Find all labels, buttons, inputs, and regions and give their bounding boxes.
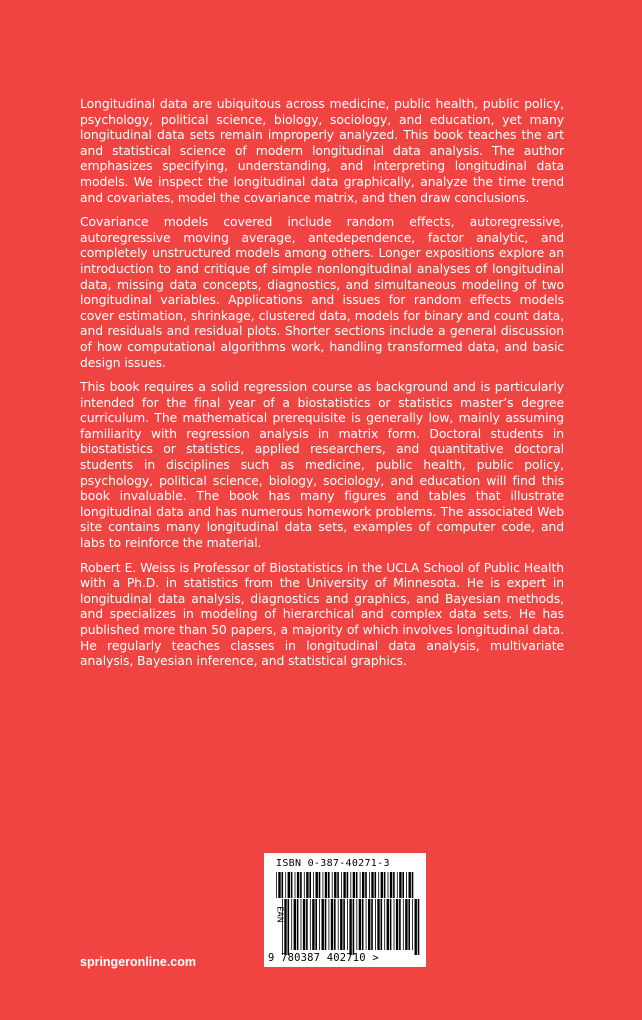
barcode-stripe bbox=[347, 899, 348, 950]
barcode-stripe bbox=[294, 899, 296, 950]
barcode-stripe bbox=[282, 872, 284, 898]
barcode-stripe bbox=[329, 899, 330, 950]
barcode-stripe bbox=[349, 899, 351, 955]
barcode-stripe bbox=[282, 899, 283, 955]
barcode-stripe bbox=[408, 899, 410, 950]
barcode-stripe bbox=[366, 899, 367, 950]
barcode-stripe bbox=[384, 872, 386, 898]
barcode-stripe bbox=[418, 899, 420, 955]
barcode-stripe bbox=[334, 899, 336, 950]
barcode-stripe bbox=[309, 872, 311, 898]
barcode-stripe bbox=[371, 872, 373, 898]
barcode-stripe bbox=[381, 872, 383, 898]
barcode-stripe bbox=[365, 872, 367, 898]
barcode-stripe bbox=[403, 899, 404, 950]
barcode-stripe bbox=[295, 872, 296, 898]
barcode-stripe bbox=[291, 899, 292, 950]
barcode-stripe bbox=[319, 872, 321, 898]
barcode-stripe bbox=[415, 899, 417, 955]
barcode-stripe bbox=[306, 872, 308, 898]
barcode-stripe bbox=[310, 899, 311, 950]
barcode-stripe bbox=[356, 872, 358, 898]
barcode-stripe bbox=[328, 872, 330, 898]
barcode-stripe bbox=[399, 872, 401, 898]
barcode-stripe bbox=[303, 899, 305, 950]
barcode-stripe bbox=[276, 872, 277, 898]
barcode-stripe bbox=[369, 872, 370, 898]
barcode-stripe bbox=[278, 872, 280, 898]
barcode-stripe bbox=[334, 872, 336, 898]
barcode-label bbox=[264, 853, 426, 967]
barcode-stripe bbox=[341, 872, 342, 898]
barcode-stripe bbox=[393, 872, 395, 898]
barcode-stripe bbox=[300, 872, 302, 898]
barcode-stripe bbox=[288, 899, 290, 955]
barcode-stripe bbox=[388, 872, 389, 898]
barcode-stripe bbox=[297, 899, 299, 950]
back-cover-description bbox=[80, 96, 564, 678]
barcode-stripe bbox=[375, 872, 377, 898]
barcode-stripe bbox=[316, 872, 318, 898]
barcode-stripe bbox=[368, 899, 370, 950]
barcode-stripe bbox=[306, 899, 308, 950]
ean-digits: 9 780387 402710 > bbox=[268, 952, 379, 964]
barcode-stripe bbox=[378, 872, 379, 898]
barcode-stripe bbox=[350, 872, 351, 898]
barcode-stripe bbox=[297, 872, 299, 898]
barcode-stripe bbox=[412, 872, 414, 898]
barcode-stripe bbox=[312, 899, 314, 950]
barcode-stripe bbox=[371, 899, 373, 950]
barcode-stripe bbox=[397, 872, 398, 898]
barcode-stripe bbox=[356, 899, 357, 950]
paragraph-audience: This book requires a solid regression course as background and is particularly intended for the final year of a biostatistics or statistics master’s degree curriculum. The mathematical prerequisite is generally low, mainly assuming familiarity with regression analysis in matrix form. Doctoral students in biostatistics or statistics, applied researchers, and quantitative doctoral students in disciplines such as medicine, public health, public policy, psychology, political science, biology, sociology, and education will find this book invaluable. The book has many figures and tables that illustrate longitudinal data and has numerous homework problems. The associated Web site contains many longitudinal data sets, examples of computer code, and labs to reinforce the material. bbox=[80, 379, 564, 551]
barcode-stripe bbox=[337, 872, 339, 898]
barcode-stripe bbox=[343, 899, 345, 950]
barcode-stripe bbox=[396, 899, 398, 950]
barcode-stripe bbox=[412, 899, 413, 950]
barcode-stripe bbox=[362, 899, 364, 950]
barcode-stripe bbox=[325, 872, 327, 898]
isbn-number: ISBN 0-387-40271-3 bbox=[276, 858, 390, 869]
barcode-stripe bbox=[375, 899, 376, 950]
paragraph-author-bio: Robert E. Weiss is Professor of Biostatistics in the UCLA School of Public Health with a Ph.D. in statistics from the University of Minnesota. He is expert in longitudinal data analysis, diagnostics and graphics, and Bayesian methods, and specializes in modeling of hierarchical and complex data sets. He has published more than 50 papers, a majority of which involves longitudinal data. He regularly teaches classes in longitudinal data analysis, multivariate analysis, Bayesian inference, and statistical graphics. bbox=[80, 559, 564, 669]
barcode-stripe bbox=[301, 899, 302, 950]
barcode-stripe bbox=[325, 899, 327, 950]
barcode-stripe bbox=[347, 872, 349, 898]
barcode-stripe bbox=[362, 872, 364, 898]
barcode-stripe bbox=[340, 899, 342, 950]
barcode-stripe bbox=[409, 872, 411, 898]
barcode-stripe bbox=[390, 872, 392, 898]
barcode-stripe bbox=[359, 899, 361, 950]
isbn-barcode bbox=[276, 872, 416, 898]
barcode-stripe bbox=[315, 899, 317, 950]
barcode-stripe bbox=[390, 899, 392, 950]
barcode-stripe bbox=[288, 872, 290, 898]
barcode-stripe bbox=[291, 872, 293, 898]
barcode-stripe bbox=[332, 872, 333, 898]
barcode-stripe bbox=[331, 899, 333, 950]
barcode-stripe bbox=[304, 872, 305, 898]
barcode-stripe bbox=[399, 899, 401, 950]
barcode-stripe bbox=[322, 899, 324, 950]
barcode-stripe bbox=[353, 872, 355, 898]
barcode-stripe bbox=[284, 899, 286, 955]
barcode-stripe bbox=[360, 872, 361, 898]
barcode-stripe bbox=[343, 872, 345, 898]
barcode-stripe bbox=[285, 872, 286, 898]
barcode-stripe bbox=[394, 899, 395, 950]
barcode-stripe bbox=[319, 899, 320, 950]
barcode-stripe bbox=[381, 899, 383, 950]
barcode-stripe bbox=[313, 872, 314, 898]
ean-label: EAN bbox=[275, 906, 285, 923]
barcode-stripe bbox=[384, 899, 385, 950]
paragraph-covariance-models: Covariance models covered include random effects, autoregressive, autoregressive moving average, antedependence, factor analytic, and completely unstructured models among others. Longer expositions explore an introduction to and critique of simple nonlongitudinal analyses of longitudinal data, missing data concepts, diagnostics, and simultaneous modeling of two longitudinal variables. Applications and issues for random effects models cover estimation, shrinkage, clustered data, models for binary and count data, and residuals and residual plots. Shorter sections include a general discussion of how computational algorithms work, handling transformed data, and basic design issues. bbox=[80, 214, 564, 370]
publisher-url[interactable]: springeronline.com bbox=[80, 955, 196, 969]
ean-barcode bbox=[282, 899, 420, 955]
barcode-stripe bbox=[323, 872, 324, 898]
barcode-stripe bbox=[377, 899, 379, 950]
barcode-stripe bbox=[402, 872, 404, 898]
barcode-stripe bbox=[406, 872, 407, 898]
barcode-stripe bbox=[338, 899, 339, 950]
barcode-stripe bbox=[353, 899, 355, 955]
barcode-stripe bbox=[405, 899, 407, 950]
paragraph-overview: Longitudinal data are ubiquitous across medicine, public health, public policy, psychology, political science, biology, sociology, and education, yet many longitudinal data sets remain improperly analyzed. This book teaches the art and statistical science of modern longitudinal data analysis. The author emphasizes specifying, understanding, and interpreting longitudinal data models. We inspect the longitudinal data graphically, analyze the time trend and covariates, model the covariance matrix, and then draw conclusions. bbox=[80, 96, 564, 205]
barcode-stripe bbox=[387, 899, 389, 950]
